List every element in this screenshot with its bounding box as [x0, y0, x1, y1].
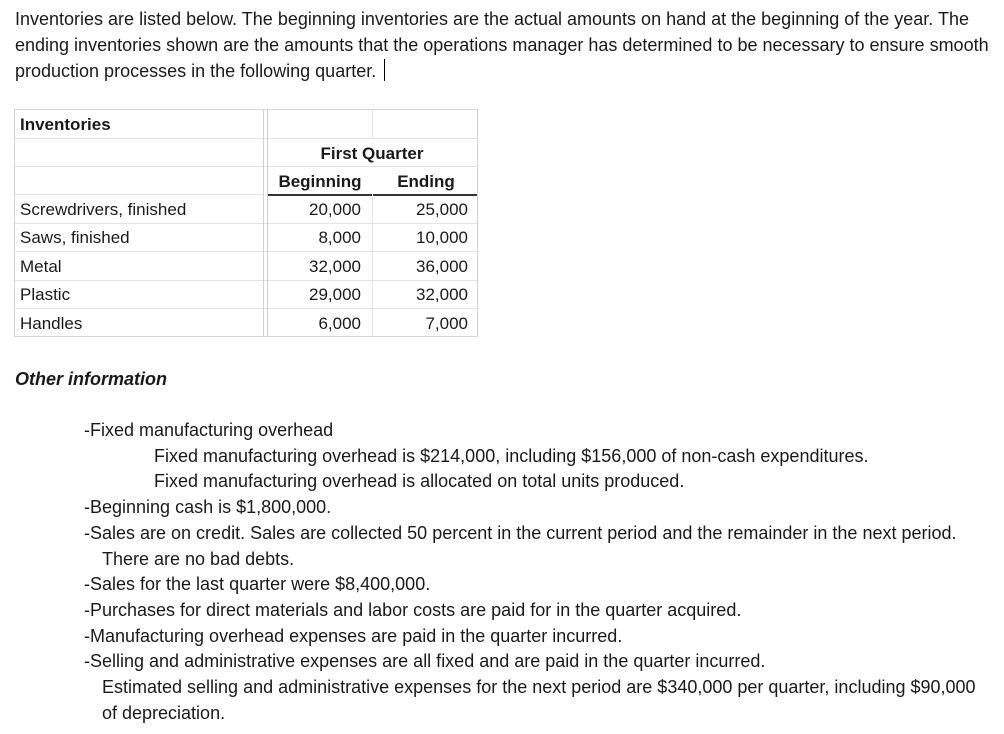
- row-beginning-value: 20,000: [309, 200, 361, 219]
- row-label: Screwdrivers, finished: [20, 200, 187, 219]
- list-item: -Selling and administrative expenses are all fixed and are paid in the quarter incurred.: [84, 651, 766, 672]
- row-ending-value: 36,000: [416, 257, 468, 276]
- table-title: Inventories: [20, 115, 111, 134]
- inventories-table: [14, 109, 478, 337]
- list-item: Fixed manufacturing overhead is allocated on total units produced.: [154, 471, 685, 492]
- row-ending-value: 10,000: [416, 228, 468, 247]
- list-item: Estimated selling and administrative expenses for the next period are $340,000 per quarter, including $90,000 of depreciation.: [102, 677, 976, 723]
- other-info-heading: Other information: [15, 369, 167, 389]
- row-ending-value: 7,000: [425, 314, 468, 333]
- row-beginning-value: 29,000: [309, 285, 361, 304]
- intro-text: Inventories are listed below. The beginning inventories are the actual amounts on hand at the beginning of the year. The ending inventories shown are the amounts that the operations manager has determined to be necessary to ensure smooth production processes in the following quarter.: [15, 9, 989, 81]
- list-item: -Sales for the last quarter were $8,400,000.: [84, 574, 431, 595]
- row-beginning-value: 32,000: [309, 257, 361, 276]
- col-header-ending: Ending: [397, 172, 455, 191]
- row-label: Plastic: [20, 285, 71, 304]
- list-item: -Beginning cash is $1,800,000.: [84, 497, 332, 518]
- row-beginning-value: 6,000: [318, 314, 361, 333]
- list-item: -Purchases for direct materials and labor costs are paid for in the quarter acquired.: [84, 599, 742, 620]
- col-header-beginning: Beginning: [278, 172, 362, 191]
- row-beginning-value: 8,000: [318, 228, 361, 247]
- row-ending-value: 32,000: [416, 285, 468, 304]
- period-header: First Quarter: [320, 144, 424, 163]
- intro-paragraph: [15, 6, 990, 84]
- list-item: Fixed manufacturing overhead is $214,000, including $156,000 of non-cash expenditures.: [154, 445, 869, 466]
- list-item: -Sales are on credit. Sales are collected 50 percent in the current period and the remainder in the next period. There are no bad debts.: [84, 522, 957, 569]
- list-item: -Manufacturing overhead expenses are paid in the quarter incurred.: [84, 625, 623, 646]
- list-item: -Fixed manufacturing overhead: [84, 420, 334, 440]
- row-label: Metal: [20, 257, 62, 276]
- row-label: Saws, finished: [20, 228, 130, 247]
- text-cursor: [384, 59, 385, 81]
- other-info-list: [84, 418, 989, 726]
- row-ending-value: 25,000: [416, 200, 468, 219]
- row-label: Handles: [20, 314, 83, 333]
